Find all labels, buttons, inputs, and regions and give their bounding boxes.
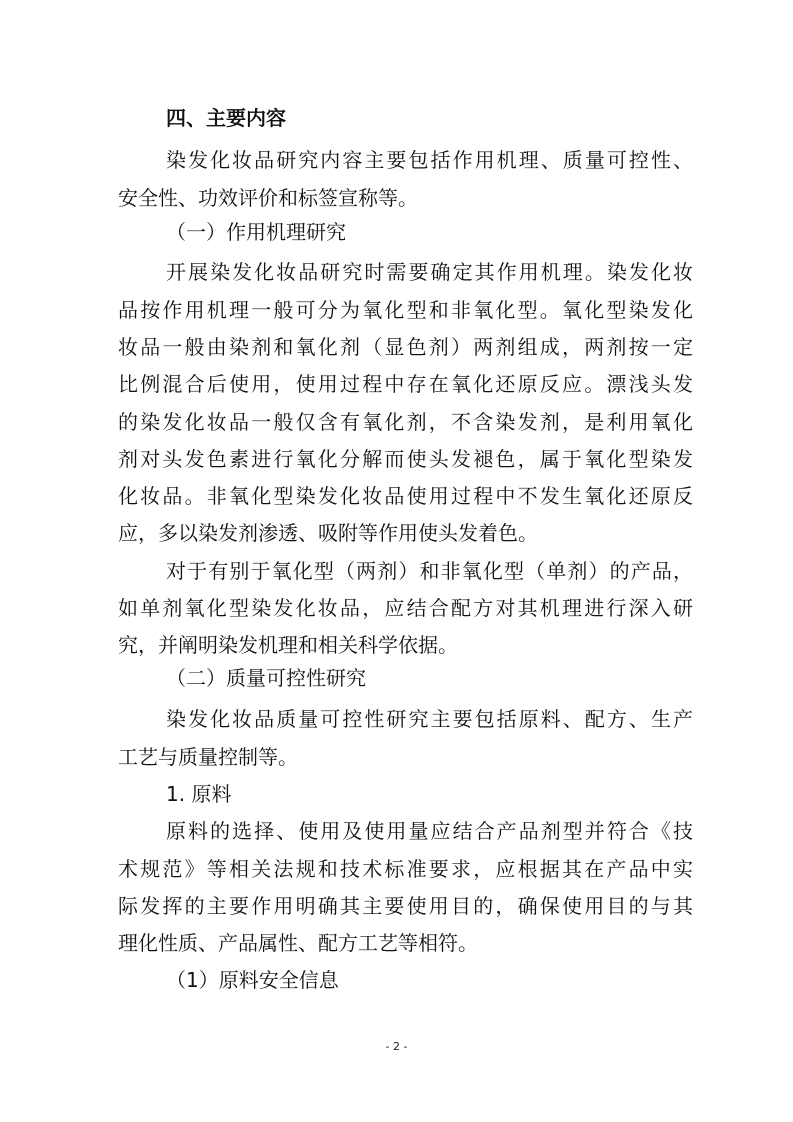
page-number: - 2 - bbox=[385, 1040, 408, 1053]
para1-line-1: 开展染发化妆品研究时需要确定其作用机理。染发化妆 bbox=[166, 260, 693, 284]
para4-line-3: 际发挥的主要作用明确其主要使用目的，确保使用目的与其 bbox=[118, 894, 693, 918]
section-title: 四、主要内容 bbox=[166, 106, 286, 130]
subsection-title-mechanism: （一）作用机理研究 bbox=[166, 220, 346, 244]
subsection-title-quality: （二）质量可控性研究 bbox=[166, 666, 366, 690]
para3-line-2: 工艺与质量控制等。 bbox=[118, 745, 298, 769]
para2-line-3: 究，并阐明染发机理和相关科学依据。 bbox=[118, 633, 458, 657]
intro-line-1: 染发化妆品研究内容主要包括作用机理、质量可控性、 bbox=[166, 148, 693, 172]
para1-line-2: 品按作用机理一般可分为氧化型和非氧化型。氧化型染发化 bbox=[118, 298, 693, 322]
para3-line-1: 染发化妆品质量可控性研究主要包括原料、配方、生产 bbox=[166, 707, 693, 731]
para2-line-1: 对于有别于氧化型（两剂）和非氧化型（单剂）的产品， bbox=[166, 559, 693, 583]
para1-line-8: 应，多以染发剂渗透、吸附等作用使头发着色。 bbox=[118, 521, 538, 545]
para1-line-4: 比例混合后使用，使用过程中存在氧化还原反应。漂浅头发 bbox=[118, 372, 693, 396]
para1-line-5: 的染发化妆品一般仅含有氧化剂，不含染发剂，是利用氧化 bbox=[118, 410, 693, 434]
item-title-safety-info: （1）原料安全信息 bbox=[166, 968, 339, 992]
para1-line-3: 妆品一般由染剂和氧化剂（显色剂）两剂组成，两剂按一定 bbox=[118, 335, 693, 359]
intro-line-2: 安全性、功效评价和标签宣称等。 bbox=[118, 186, 418, 210]
para1-line-7: 化妆品。非氧化型染发化妆品使用过程中不发生氧化还原反 bbox=[118, 484, 693, 508]
item-title-raw-materials: 1. 原料 bbox=[166, 782, 232, 806]
para1-line-6: 剂对头发色素进行氧化分解而使头发褪色，属于氧化型染发 bbox=[118, 447, 693, 471]
para4-line-4: 理化性质、产品属性、配方工艺等相符。 bbox=[118, 931, 478, 955]
para4-line-1: 原料的选择、使用及使用量应结合产品剂型并符合《技 bbox=[166, 819, 693, 843]
para4-line-2: 术规范》等相关法规和技术标准要求，应根据其在产品中实 bbox=[118, 857, 693, 881]
para2-line-2: 如单剂氧化型染发化妆品，应结合配方对其机理进行深入研 bbox=[118, 596, 693, 620]
